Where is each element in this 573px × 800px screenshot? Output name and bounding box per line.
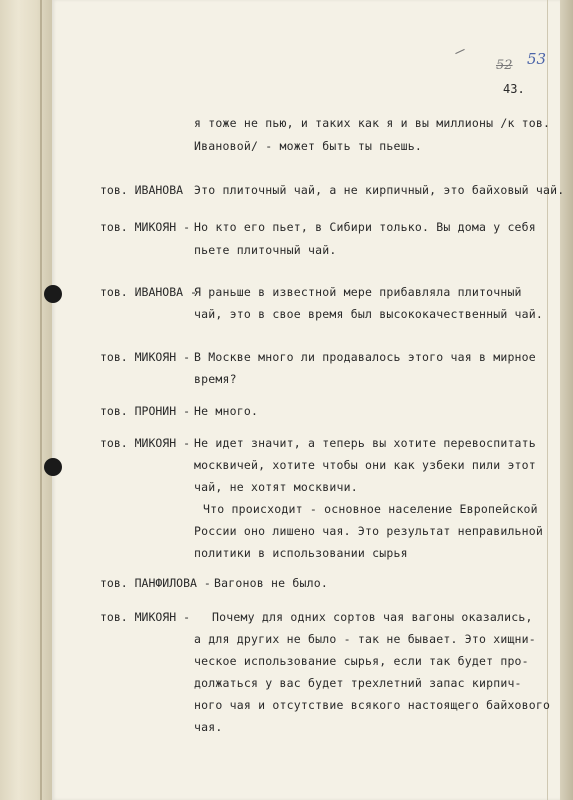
speaker-label: тов. ПАНФИЛОВА - xyxy=(100,576,211,590)
binder-strip xyxy=(0,0,52,800)
text-line: должаться у вас будет трехлетний запас кирпич- xyxy=(194,676,522,690)
speaker-label: тов. ПРОНИН - xyxy=(100,404,191,418)
punch-hole xyxy=(44,285,62,303)
text-line: Почему для одних сортов чая вагоны оказались, xyxy=(212,610,533,624)
punch-hole xyxy=(44,458,62,476)
text-line: политики в использовании сырья xyxy=(194,546,408,560)
text-line: Ивановой/ - может быть ты пьешь. xyxy=(194,139,422,153)
text-line: ного чая и отсутствие всякого настоящего байхового xyxy=(194,698,551,712)
text-line: я тоже не пью, и таких как я и вы миллионы /к тов. xyxy=(194,116,551,130)
folio-crossed: 52 xyxy=(496,58,513,73)
folio-number: 53 xyxy=(527,50,547,68)
speaker-label: тов. МИКОЯН - xyxy=(100,436,191,450)
text-line: Не идет значит, а теперь вы хотите перевоспитать xyxy=(194,436,536,450)
speaker-label: тов. ИВАНОВА - xyxy=(100,285,197,299)
text-line: чай, не хотят москвичи. xyxy=(194,480,358,494)
speaker-label: тов. МИКОЯН - xyxy=(100,220,191,234)
page-right-edge xyxy=(560,0,573,800)
text-line: время? xyxy=(194,372,237,386)
text-line: Не много. xyxy=(194,404,259,418)
text-line: Вагонов не было. xyxy=(214,576,328,590)
text-line: чай, это в свое время был высококачественный чай. xyxy=(194,307,544,321)
text-line: Я раньше в известной мере прибавляла плиточный xyxy=(194,285,522,299)
binder-edge xyxy=(40,0,42,800)
text-line: пьете плиточный чай. xyxy=(194,243,337,257)
text-line: Что происходит - основное население Европейской xyxy=(203,502,538,516)
text-line: Но кто его пьет, в Сибири только. Вы дома у себя xyxy=(194,220,536,234)
text-line: России оно лишено чая. Это результат неправильной xyxy=(194,524,544,538)
speaker-label: тов. МИКОЯН - xyxy=(100,610,191,624)
text-line: а для других не было - так не бывает. Это хищни- xyxy=(194,632,536,646)
text-line: москвичей, хотите чтобы они как узбеки пили этот xyxy=(194,458,536,472)
page-number: 43. xyxy=(503,82,525,96)
text-line: ческое использование сырья, если так будет про- xyxy=(194,654,529,668)
text-line: В Москве много ли продавалось этого чая в мирное xyxy=(194,350,536,364)
text-line: Это плиточный чай, а не кирпичный, это байховый чай. xyxy=(194,183,565,197)
text-line: чая. xyxy=(194,720,223,734)
speaker-label: тов. МИКОЯН - xyxy=(100,350,191,364)
speaker-label: тов. ИВАНОВА xyxy=(100,183,184,197)
